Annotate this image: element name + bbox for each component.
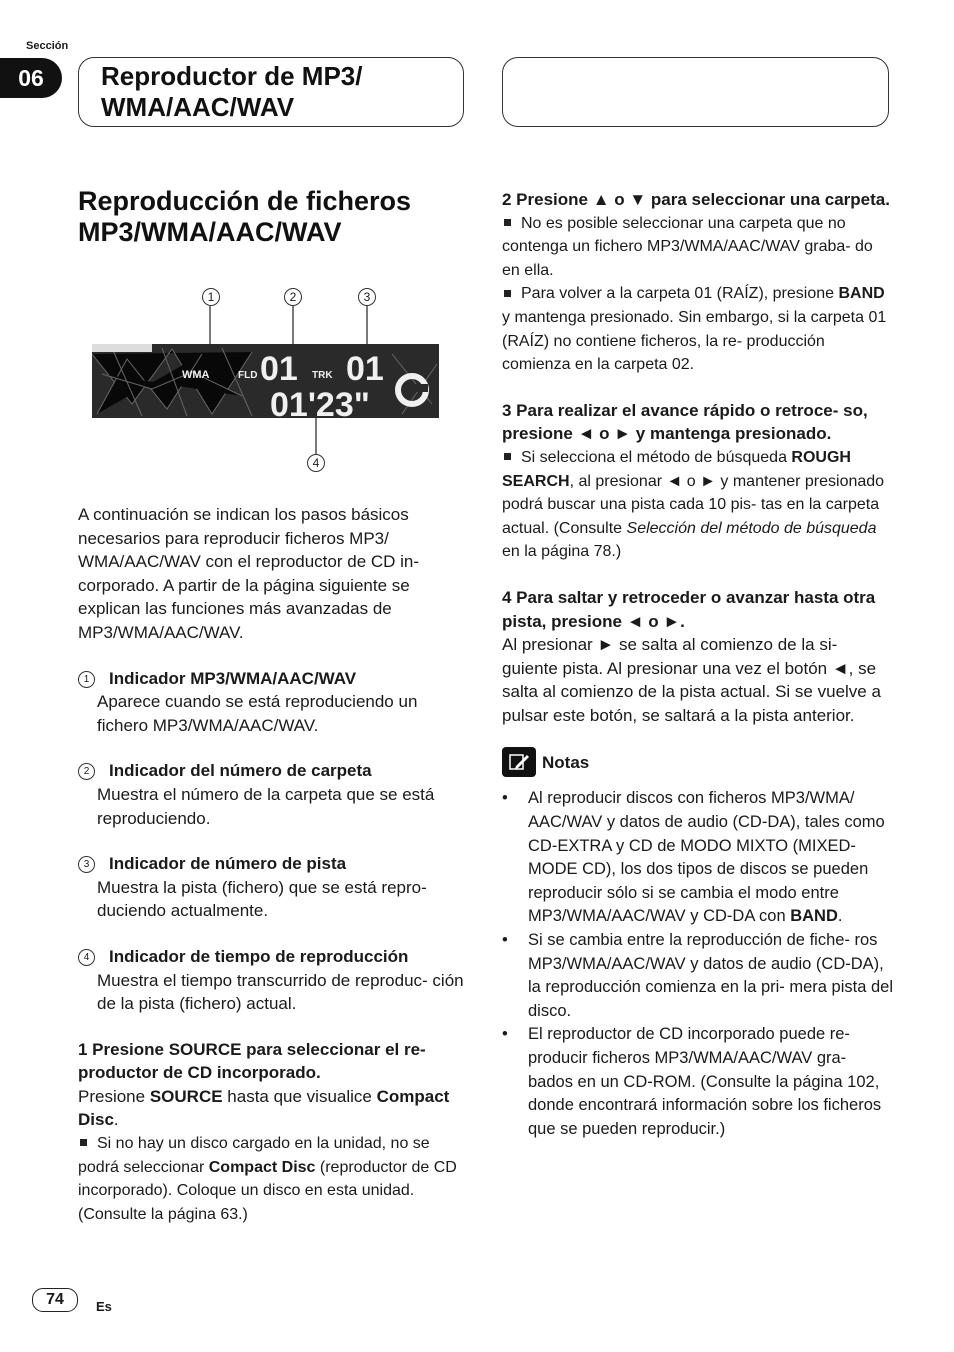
step-3-heading: 3 Para realizar el avance rápido o retroce- so, presione ◄ o ► y mantenga presionado. bbox=[502, 400, 868, 444]
left-column bbox=[78, 503, 470, 1226]
wma-indicator: WMA bbox=[182, 369, 210, 381]
item-1-title: 1 Indicador MP3/WMA/AAC/WAV bbox=[78, 667, 470, 691]
step-1-heading: 1 Presione SOURCE para seleccionar el re- productor de CD incorporado. bbox=[78, 1039, 426, 1083]
header-title-line1: Reproductor de MP3/ bbox=[101, 61, 363, 91]
item-3-desc: Muestra la pista (fichero) que se está repro- duciendo actualmente. bbox=[97, 877, 427, 921]
header-title-line2: WMA/AAC/WAV bbox=[101, 92, 295, 122]
language-code: Es bbox=[96, 1299, 112, 1314]
note-2: • Si se cambia entre la reproducción de fiche- ros MP3/WMA/AAC/WAV y datos de audio (CD-DA), la reproducción comienza en la pri- mera pista del disco. bbox=[502, 931, 894, 1020]
notes-title: Notas bbox=[542, 752, 590, 772]
step-3-note: Si selecciona el método de búsqueda ROUGH SEARCH, al presionar ◄ o ► y mantener presionado podrá buscar una pista cada 10 pis- tas en la carpeta actual. (Consulte Selección del método de búsqueda en la página 78.) bbox=[502, 448, 885, 561]
fld-label: FLD bbox=[238, 370, 258, 381]
step-2-heading: 2 Presione ▲ o ▼ para seleccionar una carpeta. bbox=[502, 190, 890, 209]
page-number: 74 bbox=[32, 1288, 78, 1312]
step-4-text: Al presionar ► se salta al comienzo de la si- guiente pista. Al presionar una vez el botón ◄, se salta al comienzo de la pista actual. Si se vuelve a pulsar este botón, se saltará a la pista anterior. bbox=[502, 635, 881, 725]
step-4-heading: 4 Para saltar y retroceder o avanzar hasta otra pista, presione ◄ o ►. bbox=[502, 587, 876, 631]
item-4-title: 4 Indicador de tiempo de reproducción bbox=[78, 945, 470, 969]
callout-3: 3 bbox=[358, 288, 376, 306]
intro-paragraph: A continuación se indican los pasos básicos necesarios para reproducir ficheros MP3/ WMA/AAC/WAV con el reproductor de CD in- corporado. A partir de la página siguiente se explican las funciones más avanzadas de MP3/WMA/AAC/WAV. bbox=[78, 505, 420, 642]
right-column bbox=[502, 188, 894, 1141]
section-label: Sección bbox=[26, 40, 69, 52]
pencil-note-icon bbox=[502, 747, 536, 777]
square-bullet-icon bbox=[504, 290, 511, 297]
step-2-note-1: No es posible seleccionar una carpeta que no contenga un fichero MP3/WMA/AAC/WAV graba- do en ella. bbox=[502, 214, 873, 279]
page-title-line2: MP3/WMA/AAC/WAV bbox=[78, 217, 342, 247]
header-empty-box bbox=[502, 57, 889, 127]
step-1-note: Si no hay un disco cargado en la unidad, no se podrá seleccionar Compact Disc (reproductor de CD incorporado). Coloque un disco en esta unidad. (Consulte la página 63.) bbox=[78, 1135, 457, 1223]
play-time: 01'23" bbox=[270, 386, 370, 424]
item-2-desc: Muestra el número de la carpeta que se está reproduciendo. bbox=[97, 784, 435, 828]
item-1-desc: Aparece cuando se está reproduciendo un fichero MP3/WMA/AAC/WAV. bbox=[97, 692, 418, 735]
callout-4: 4 bbox=[307, 454, 325, 472]
square-bullet-icon bbox=[504, 453, 511, 460]
section-number-badge: 06 bbox=[0, 58, 62, 98]
callout-1: 1 bbox=[202, 288, 220, 306]
step-1-text: Presione SOURCE hasta que visualice Compact Disc. bbox=[78, 1086, 450, 1130]
notes-header bbox=[502, 747, 894, 777]
note-1: • Al reproducir discos con ficheros MP3/WMA/ AAC/WAV y datos de audio (CD-DA), tales como CD-EXTRA y CD de MODO MIXTO (MIXED-MODE CD), los dos tipos de discos se pueden reproducir sólo si se cambia el modo entre MP3/WMA/AAC/WAV y CD-DA con BAND. bbox=[502, 789, 885, 926]
callout-2: 2 bbox=[284, 288, 302, 306]
page-title bbox=[78, 186, 468, 248]
header-title-box bbox=[78, 57, 464, 127]
display-figure bbox=[92, 304, 442, 456]
trk-label: TRK bbox=[312, 370, 333, 381]
step-2-note-2: Para volver a la carpeta 01 (RAÍZ), presione BAND y mantenga presionado. Sin embargo, si la carpeta 01 (RAÍZ) no contiene ficheros, la re- producción comienza en la carpeta 02. bbox=[502, 285, 887, 374]
folder-number: 01 bbox=[260, 350, 298, 388]
item-2-title: 2 Indicador del número de carpeta bbox=[78, 759, 470, 783]
page-title-line1: Reproducción de ficheros bbox=[78, 186, 412, 216]
square-bullet-icon bbox=[504, 219, 511, 226]
item-3-title: 3 Indicador de número de pista bbox=[78, 852, 470, 876]
note-3: • El reproductor de CD incorporado puede re- producir ficheros MP3/WMA/AAC/WAV gra- bados en un CD-ROM. (Consulte la página 102, donde encontrará información sobre los ficheros que se pueden reproducir.) bbox=[502, 1025, 882, 1138]
square-bullet-icon bbox=[80, 1139, 87, 1146]
item-4-desc: Muestra el tiempo transcurrido de reproduc- ción de la pista (fichero) actual. bbox=[97, 970, 464, 1014]
track-number: 01 bbox=[346, 350, 384, 388]
